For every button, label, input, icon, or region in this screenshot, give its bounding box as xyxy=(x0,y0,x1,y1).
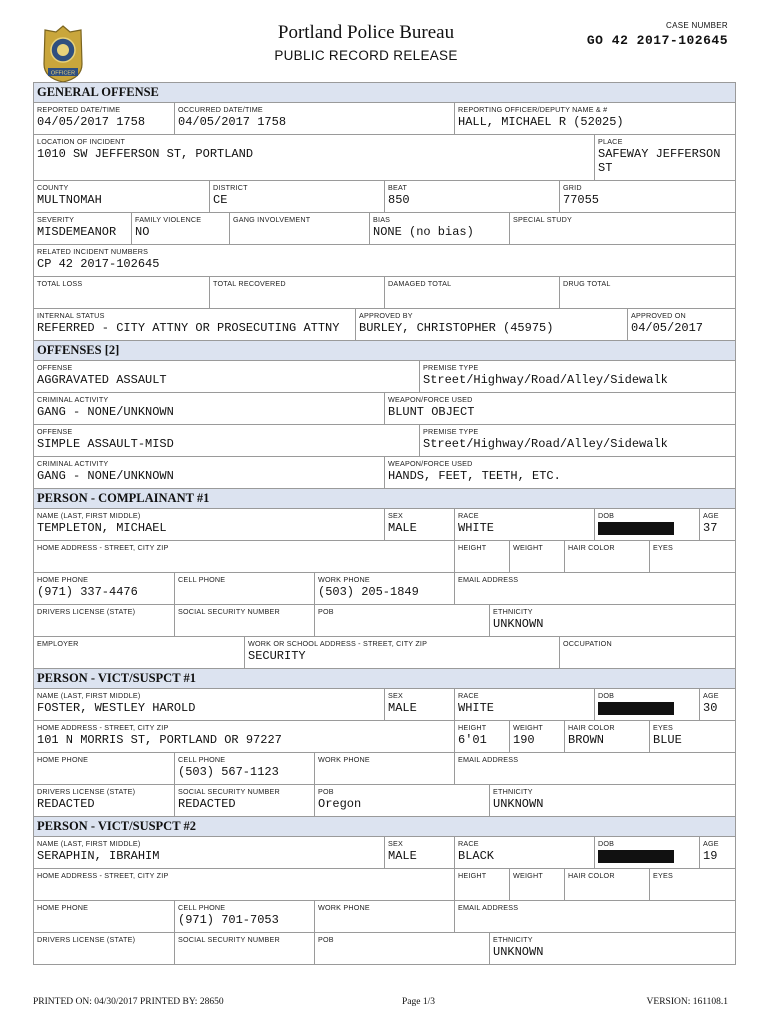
field-weapon: WEAPON/FORCE USED HANDS, FEET, TEETH, ETC. xyxy=(384,457,735,488)
field-work-address: WORK OR SCHOOL ADDRESS - STREET, CITY ZIP SECURITY xyxy=(244,637,559,668)
row-county xyxy=(34,181,735,213)
field-home-phone: HOME PHONE (971) 337-4476 xyxy=(37,575,138,599)
field-eyes: EYES BLUE xyxy=(649,721,735,752)
police-badge-logo xyxy=(40,24,86,84)
field-district: DISTRICT CE xyxy=(209,181,384,212)
field-premise: PREMISE TYPE Street/Highway/Road/Alley/Sidewalk xyxy=(419,425,735,456)
row-suspect1-license xyxy=(34,785,735,817)
version: VERSION: 161108.1 xyxy=(646,997,728,1007)
field-pob: POB Oregon xyxy=(314,785,489,816)
field-reported: REPORTED DATE/TIME 04/05/2017 1758 xyxy=(37,105,146,129)
field-race: RACE BLACK xyxy=(454,837,594,868)
field-work-phone: WORK PHONE xyxy=(314,753,454,784)
field-ethnicity: ETHNICITY UNKNOWN xyxy=(489,605,735,636)
field-location: LOCATION OF INCIDENT 1010 SW JEFFERSON ST, PORTLAND xyxy=(37,137,254,161)
row-status xyxy=(34,309,735,341)
field-employer: EMPLOYER xyxy=(37,639,79,648)
field-related: RELATED INCIDENT NUMBERS CP 42 2017-102645 xyxy=(37,247,160,271)
field-license: DRIVERS LICENSE (STATE) xyxy=(37,607,136,616)
field-ethnicity: ETHNICITY UNKNOWN xyxy=(489,785,735,816)
field-cell-phone: CELL PHONE (503) 567-1123 xyxy=(174,753,314,784)
row-related xyxy=(34,245,735,277)
field-license: DRIVERS LICENSE (STATE) xyxy=(37,935,136,944)
row-suspect1-address xyxy=(34,721,735,753)
field-home-address: HOME ADDRESS - STREET, CITY ZIP xyxy=(37,871,169,880)
field-weapon: WEAPON/FORCE USED BLUNT OBJECT xyxy=(384,393,735,424)
field-grid: GRID 77055 xyxy=(559,181,735,212)
row-suspect2-address xyxy=(34,869,735,901)
field-pob: POB xyxy=(314,933,489,964)
field-sex: SEX MALE xyxy=(384,837,454,868)
field-dob: DOB xyxy=(594,689,699,720)
field-offense: OFFENSE AGGRAVATED ASSAULT xyxy=(37,363,167,387)
field-occurred: OCCURRED DATE/TIME 04/05/2017 1758 xyxy=(174,103,454,134)
row-complainant-phones xyxy=(34,573,735,605)
field-dob: DOB xyxy=(594,509,699,540)
field-beat: BEAT 850 xyxy=(384,181,559,212)
field-approved-by: APPROVED BY BURLEY, CHRISTOPHER (45975) xyxy=(355,309,627,340)
field-internal-status: INTERNAL STATUS REFERRED - CITY ATTNY OR PROSECUTING ATTNY xyxy=(37,311,340,335)
field-ethnicity: ETHNICITY UNKNOWN xyxy=(489,933,735,964)
field-total-recovered: TOTAL RECOVERED xyxy=(209,277,384,308)
redaction-bar xyxy=(598,702,674,715)
case-number-label: CASE NUMBER xyxy=(666,21,728,30)
field-hair: HAIR COLOR xyxy=(564,869,649,900)
field-email: EMAIL ADDRESS xyxy=(454,573,735,604)
field-work-phone: WORK PHONE xyxy=(314,901,454,932)
page-subtitle: PUBLIC RECORD RELEASE xyxy=(274,48,458,63)
field-approved-on: APPROVED ON 04/05/2017 xyxy=(627,309,735,340)
field-home-address: HOME ADDRESS - STREET, CITY ZIP 101 N MORRIS ST, PORTLAND OR 97227 xyxy=(37,723,282,747)
field-pob: POB xyxy=(314,605,489,636)
field-hair: HAIR COLOR BROWN xyxy=(564,721,649,752)
field-bias: BIAS NONE (no bias) xyxy=(369,213,509,244)
field-weight: WEIGHT 190 xyxy=(509,721,564,752)
row-complainant-employer xyxy=(34,637,735,669)
field-ssn: SOCIAL SECURITY NUMBER REDACTED xyxy=(174,785,314,816)
field-criminal-activity: CRIMINAL ACTIVITY GANG - NONE/UNKNOWN xyxy=(37,395,174,419)
field-age: AGE 37 xyxy=(699,509,735,540)
row-complainant-license xyxy=(34,605,735,637)
printed-by: PRINTED BY: 28650 xyxy=(140,997,224,1007)
field-sex: SEX MALE xyxy=(384,509,454,540)
redaction-bar xyxy=(598,850,674,863)
page-number: Page 1/3 xyxy=(402,997,435,1007)
field-work-phone: WORK PHONE (503) 205-1849 xyxy=(314,573,454,604)
field-home-phone: HOME PHONE xyxy=(37,755,89,764)
row-suspect1-name xyxy=(34,689,735,721)
field-officer: REPORTING OFFICER/DEPUTY NAME & # HALL, MICHAEL R (52025) xyxy=(454,103,735,134)
field-email: EMAIL ADDRESS xyxy=(454,901,735,932)
field-county: COUNTY MULTNOMAH xyxy=(37,183,102,207)
row-activity-1 xyxy=(34,393,735,425)
field-family-violence: FAMILY VIOLENCE NO xyxy=(131,213,229,244)
field-eyes: EYES xyxy=(649,869,735,900)
field-race: RACE WHITE xyxy=(454,689,594,720)
field-age: AGE 19 xyxy=(699,837,735,868)
field-name: NAME (LAST, FIRST MIDDLE) TEMPLETON, MICHAEL xyxy=(37,511,167,535)
row-severity xyxy=(34,213,735,245)
field-severity: SEVERITY MISDEMEANOR xyxy=(37,215,117,239)
field-age: AGE 30 xyxy=(699,689,735,720)
field-email: EMAIL ADDRESS xyxy=(454,753,735,784)
section-suspect-2: PERSON - VICT/SUSPCT #2 xyxy=(34,817,735,837)
field-cell-phone: CELL PHONE (971) 701-7053 xyxy=(174,901,314,932)
field-damaged-total: DAMAGED TOTAL xyxy=(384,277,559,308)
row-offense-1 xyxy=(34,361,735,393)
field-gang: GANG INVOLVEMENT xyxy=(229,213,369,244)
field-height: HEIGHT xyxy=(454,541,509,572)
redaction-bar xyxy=(598,522,674,535)
field-dob: DOB xyxy=(594,837,699,868)
field-ssn: SOCIAL SECURITY NUMBER xyxy=(174,933,314,964)
row-suspect2-license xyxy=(34,933,735,964)
field-height: HEIGHT 6'01 xyxy=(454,721,509,752)
field-home-phone: HOME PHONE xyxy=(37,903,89,912)
field-home-address: HOME ADDRESS - STREET, CITY ZIP xyxy=(37,543,169,552)
field-name: NAME (LAST, FIRST MIDDLE) FOSTER, WESTLEY HAROLD xyxy=(37,691,196,715)
printed-on: PRINTED ON: 04/30/2017 xyxy=(33,997,138,1007)
record-form xyxy=(33,82,736,965)
field-height: HEIGHT xyxy=(454,869,509,900)
svg-text:OFFICER: OFFICER xyxy=(50,70,76,77)
row-dates xyxy=(34,103,735,135)
field-place: PLACE SAFEWAY JEFFERSON ST xyxy=(594,135,735,180)
case-number: GO 42 2017-102645 xyxy=(586,33,728,48)
page-title: Portland Police Bureau xyxy=(277,22,455,43)
section-suspect-1: PERSON - VICT/SUSPCT #1 xyxy=(34,669,735,689)
field-name: NAME (LAST, FIRST MIDDLE) SERAPHIN, IBRAHIM xyxy=(37,839,160,863)
field-criminal-activity: CRIMINAL ACTIVITY GANG - NONE/UNKNOWN xyxy=(37,459,174,483)
field-eyes: EYES xyxy=(649,541,735,572)
section-offenses: OFFENSES [2] xyxy=(34,341,735,361)
field-total-loss: TOTAL LOSS xyxy=(37,279,83,288)
field-drug-total: DRUG TOTAL xyxy=(559,277,735,308)
section-complainant: PERSON - COMPLAINANT #1 xyxy=(34,489,735,509)
field-premise: PREMISE TYPE Street/Highway/Road/Alley/Sidewalk xyxy=(419,361,735,392)
field-sex: SEX MALE xyxy=(384,689,454,720)
row-suspect1-phones xyxy=(34,753,735,785)
field-special-study: SPECIAL STUDY xyxy=(509,213,735,244)
row-activity-2 xyxy=(34,457,735,489)
field-offense: OFFENSE SIMPLE ASSAULT-MISD xyxy=(37,427,174,451)
field-license: DRIVERS LICENSE (STATE) REDACTED xyxy=(37,787,136,811)
row-offense-2 xyxy=(34,425,735,457)
row-suspect2-name xyxy=(34,837,735,869)
field-weight: WEIGHT xyxy=(509,541,564,572)
field-weight: WEIGHT xyxy=(509,869,564,900)
row-complainant-name xyxy=(34,509,735,541)
field-hair: HAIR COLOR xyxy=(564,541,649,572)
field-occupation: OCCUPATION xyxy=(559,637,735,668)
row-suspect2-phones xyxy=(34,901,735,933)
row-location xyxy=(34,135,735,181)
row-complainant-address xyxy=(34,541,735,573)
field-race: RACE WHITE xyxy=(454,509,594,540)
row-totals xyxy=(34,277,735,309)
field-cell-phone: CELL PHONE xyxy=(174,573,314,604)
section-general-offense: GENERAL OFFENSE xyxy=(34,83,735,103)
field-ssn: SOCIAL SECURITY NUMBER xyxy=(174,605,314,636)
